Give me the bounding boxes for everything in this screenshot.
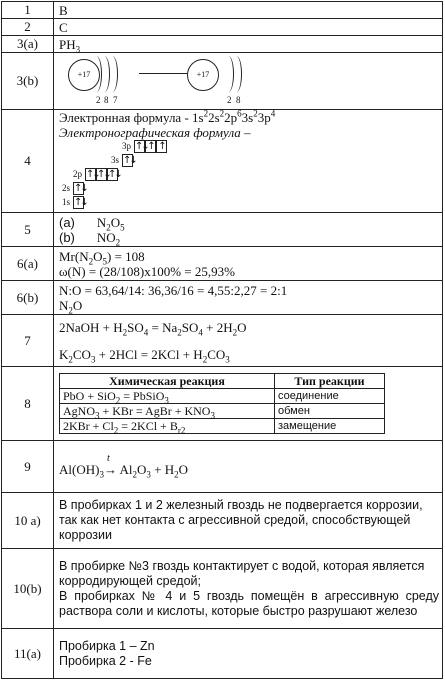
row-number: 10(b): [2, 549, 54, 629]
table-row: [2, 367, 443, 441]
reaction-cell: PbO + SiO$_2$ = PbSiO$_3$: [60, 388, 275, 403]
row-number: 3(a): [2, 36, 54, 53]
electron-shell: [231, 56, 242, 92]
orbital-box: ↑: [156, 140, 167, 153]
reaction-type-cell: обмен: [275, 403, 385, 418]
orbital-label: 3s: [111, 155, 120, 165]
reaction-table-cell: [54, 367, 443, 441]
row-number: 7: [2, 315, 54, 367]
answer-cell: $PH_3$: [54, 36, 443, 53]
table-row: [2, 53, 443, 110]
shell-count: 2: [96, 95, 101, 105]
answer-cell: B: [54, 2, 443, 19]
row-number: 5: [2, 213, 54, 247]
answer-cell: (a) $N_2O_5$ (b) $NO_2$: [54, 213, 443, 247]
table-row: [2, 213, 443, 247]
answer-cell: В пробирках 1 и 2 железный гвоздь не подвергается коррозии, так как нет контакта с агрессивной средой, способствующей коррозии: [54, 493, 443, 549]
orbital-box: ↑↓: [108, 169, 121, 180]
orbital-label: 2p: [73, 169, 82, 179]
orbital-box: ↑↓: [74, 197, 87, 208]
shell-count: 8: [104, 95, 109, 105]
orbital-box: ↑↓: [123, 155, 136, 166]
reaction-cell: $2KBr + Cl_2 = 2KCl + B_{r2}$: [60, 418, 275, 433]
column-header: Химическая реакция: [60, 373, 275, 388]
reaction-table: [59, 373, 385, 434]
shell-count: 7: [113, 95, 118, 105]
graphic-formula-label: Электронографическая формула –: [59, 125, 251, 140]
orbital-label: 1s: [62, 197, 71, 207]
table-row: [2, 549, 443, 629]
answer-cell: N:O = 63,64/14: 36,36/16 = 4,55:2,27 = 2:1 $N_2O$: [54, 281, 443, 315]
answer-cell: $Al(OH)_3$ t → $Al_2O_3 + H_2O$: [54, 441, 443, 493]
reaction-type-cell: замещение: [275, 418, 385, 433]
atom-diagram: [59, 53, 442, 109]
table-row: [2, 315, 443, 367]
table-row: [60, 388, 385, 403]
table-row: [2, 493, 443, 549]
answer-cell: C: [54, 19, 443, 36]
table-row: [2, 19, 443, 36]
table-row: [2, 441, 443, 493]
row-number: 6(b): [2, 281, 54, 315]
electron-shell: [107, 56, 118, 92]
electronic-formula: Электронная формула - $1s^22s^22p^63s^23p^4$: [59, 108, 276, 125]
row-number: 10 a): [2, 493, 54, 549]
row-number: 2: [2, 19, 54, 36]
orbital-box: ↑↓: [74, 183, 87, 194]
shell-count: 2: [227, 95, 232, 105]
orbital-box: ↑↓: [86, 169, 99, 180]
row-number: 1: [2, 2, 54, 19]
table-row: [2, 36, 443, 53]
table-row: [2, 110, 443, 213]
chloride-nucleus: +17: [187, 59, 219, 91]
orbital-diagram: [59, 140, 442, 210]
answer-cell: $Mr(N_2O_5) = 108$ ω(N) = (28/108)x100% = 25,93%: [54, 247, 443, 281]
column-header: Тип реакции: [275, 373, 385, 388]
orbital-label: 3p: [122, 141, 131, 151]
row-number: 11(a): [2, 629, 54, 679]
answer-table: [1, 1, 443, 679]
table-row: [2, 2, 443, 19]
row-number: 4: [2, 110, 54, 213]
table-row: [2, 281, 443, 315]
reaction-cell: AgNO$_3$ + KBr = AgBr + $KNO_3$: [60, 403, 275, 418]
answer-cell: 2NaOH + $H_2SO_4 = Na_2SO_4 + 2H_2O$ $K_2CO_3 + 2HCl = 2KCl + H_2CO_3$: [54, 315, 443, 367]
chlorine-nucleus: +17: [68, 59, 100, 91]
answer-cell: Пробирка 1 – Zn Пробирка 2 - Fe: [54, 629, 443, 679]
orbital-box: ↑: [145, 140, 156, 153]
atom-diagram-cell: [54, 53, 443, 110]
answer-cell: В пробирке №3 гвоздь контактирует с водой, которая является корродирующей средой; В пробирках № 4 и 5 гвоздь помещён в агрессивную среду раствора соли и кислоты, которые быстро разрушают железо: [54, 549, 443, 629]
orbital-box: ↑↓: [135, 141, 148, 152]
table-row: [2, 247, 443, 281]
shell-count: 8: [236, 95, 241, 105]
row-number: 9: [2, 441, 54, 493]
table-header-row: [60, 373, 385, 388]
row-number: 8: [2, 367, 54, 441]
row-number: 3(b): [2, 53, 54, 110]
table-row: [60, 418, 385, 433]
reaction-type-cell: соединение: [275, 388, 385, 403]
orbital-box: ↑↓: [97, 169, 110, 180]
table-row: [60, 403, 385, 418]
orbital-label: 2s: [62, 183, 71, 193]
table-row: [2, 629, 443, 679]
electron-config-cell: [54, 110, 443, 213]
row-number: 6(a): [2, 247, 54, 281]
